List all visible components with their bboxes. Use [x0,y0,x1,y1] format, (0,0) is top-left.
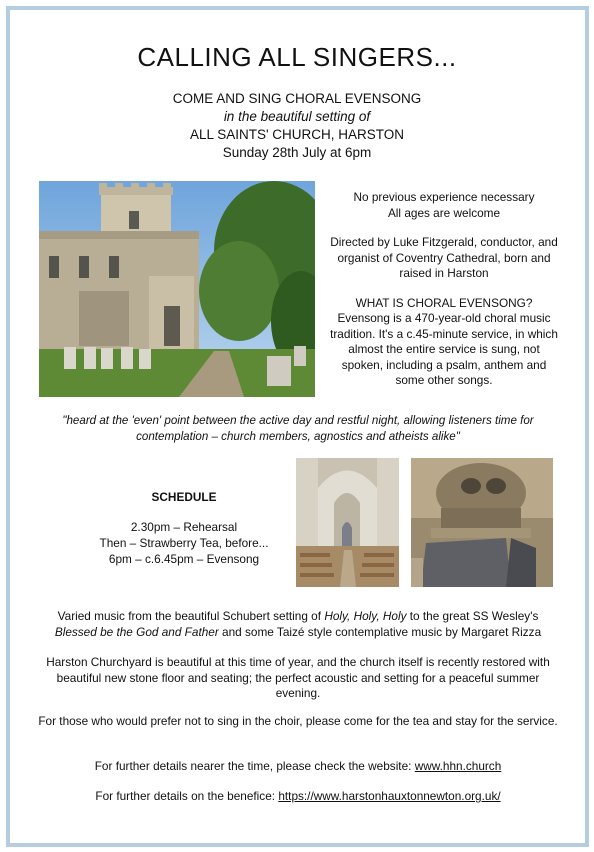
church-exterior-photo [39,181,315,397]
details-benefice-text: For further details on the benefice: [95,789,279,803]
ages-note: All ages are welcome [387,205,501,220]
intro-line-1: COME AND SING CHORAL EVENSONG [172,91,422,106]
evensong-heading: WHAT IS CHORAL EVENSONG? [355,295,533,310]
churchyard-paragraph [38,655,558,702]
evensong-description: Evensong is a 470-year-old choral music tradition. It's a c.45-minute service, in which almost the entire service is sung, not spoken, including a psalm, anthem and some other songs. [330,311,558,387]
event-intro [0,90,594,162]
details-benefice [38,789,558,805]
gargoyle-photo [411,458,553,587]
director-note: Directed by Luke Fitzgerald, conductor, and organist of Coventry Cathedral, born and raised in Harston [330,235,558,280]
churchyard-text: Harston Churchyard is beautiful at this time of year, and the church itself is recently restored with beautiful new stone floor and seating; the perfect acoustic and setting for a peaceful summer evening. [46,655,550,700]
schedule-item: Then – Strawberry Tea, before... [99,536,269,550]
details-website [38,759,558,775]
intro-line-2: in the beautiful setting of [223,109,371,124]
tea-paragraph [38,714,558,730]
website-link[interactable]: www.hhn.church [414,759,502,773]
intro-line-3: ALL SAINTS' CHURCH, HARSTON [189,127,405,142]
schedule-item: 2.30pm – Rehearsal [130,520,238,534]
evensong-quote: "heard at the 'even' point between the active day and restful night, allowing listeners time for contemplation – church members, agnostics and atheists alike" [62,414,534,443]
music-text: and some Taizé style contemplative music by Margaret Rizza [218,624,542,639]
music-title-holy: Holy, Holy, Holy [324,609,407,623]
page-title: CALLING ALL SINGERS... [137,42,457,72]
tea-text: For those who would prefer not to sing in the choir, please come for the tea and stay for the service. [38,714,558,728]
intro-line-4: Sunday 28th July at 6pm [222,145,372,160]
music-paragraph [38,609,558,640]
schedule-heading: SCHEDULE [151,490,217,504]
details-website-text: For further details nearer the time, please check the website: [94,759,415,773]
schedule [78,489,290,567]
music-text: to the great SS Wesley's [406,609,539,623]
schedule-item: 6pm – c.6.45pm – Evensong [108,552,260,566]
music-text: Varied music from the beautiful Schubert setting of [57,609,325,623]
music-title-blessed: Blessed be the God and Father [54,624,219,639]
event-details [328,190,560,403]
experience-note: No previous experience necessary [353,190,535,204]
benefice-link[interactable]: https://www.harstonhauxtonnewton.org.uk/ [278,789,501,803]
church-interior-photo [296,458,399,587]
